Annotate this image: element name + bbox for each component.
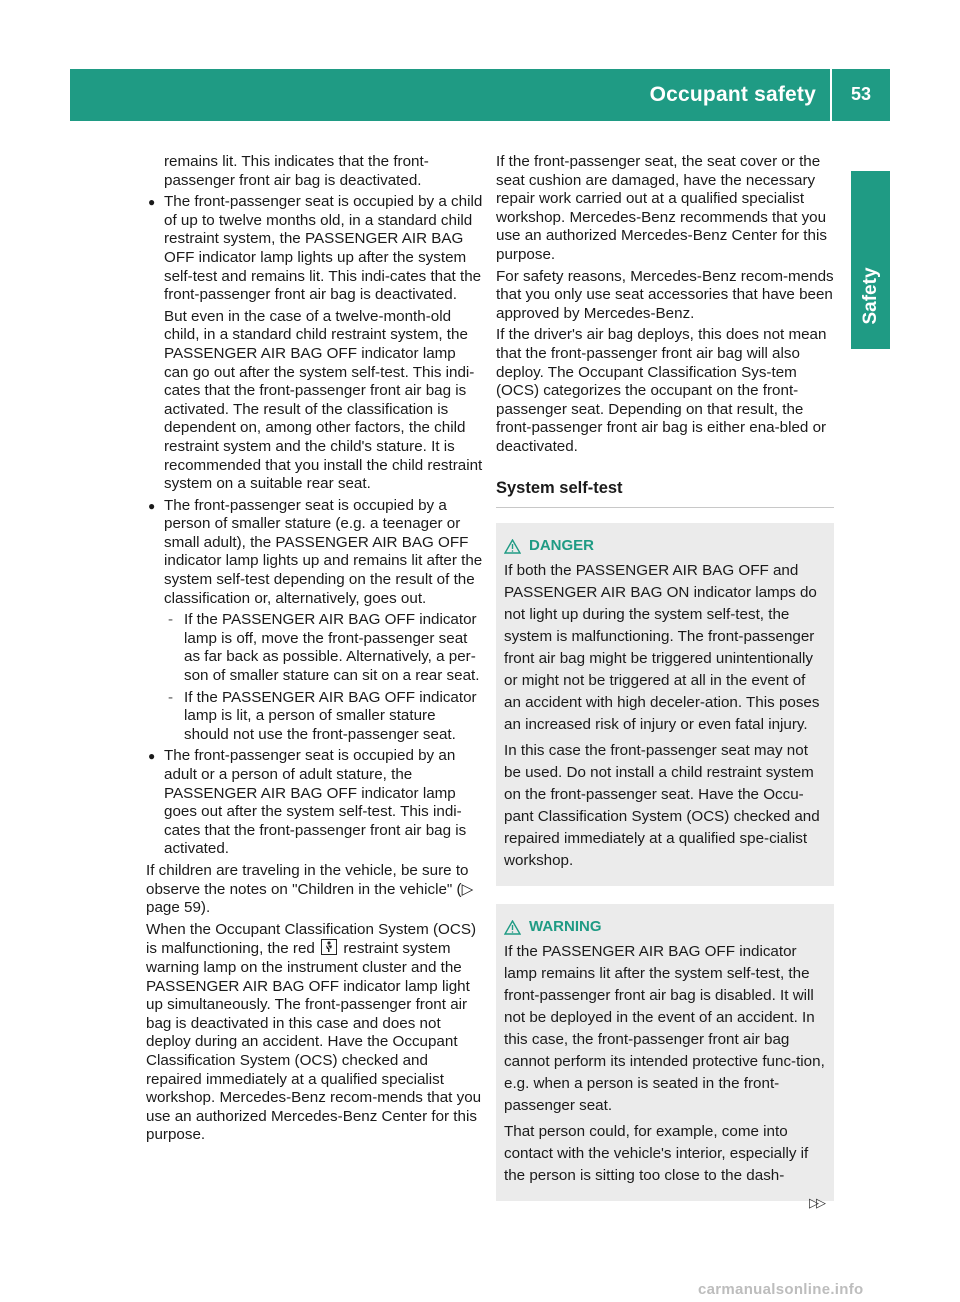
paragraph: If the front-passenger seat, the seat cover or the seat cushion are damaged, have the necessary repair work carried out at a qualified specialist workshop. Mercedes-Benz recommends that you use an authorized Mercedes-Benz Center for this purpose. [496, 153, 827, 263]
dash-icon: - [168, 611, 174, 629]
right-column [496, 153, 834, 1201]
bullet-icon: ● [148, 498, 156, 513]
header-title: Occupant safety [649, 83, 816, 106]
paragraph: If the driver's air bag deploys, this does not mean that the front-passenger front air bag will also deploy. The Occupant Classification Sys-tem (OCS) categorizes the occupant on the front-passenger seat. Depending on that result, the front-passenger front air bag is either ena-bled or deactivated. [496, 326, 827, 455]
children-note-text: If children are traveling in the vehicle, be sure to observe the notes on "Children in the vehicle" [146, 861, 469, 898]
danger-notice [496, 523, 834, 886]
page-number: 53 [850, 84, 871, 104]
notice-text: If the PASSENGER AIR BAG OFF indicator lamp remains lit after the system self-test, the front-passenger front air bag is disabled. It will not be deployed in the event of an accident. In this case, the front-passenger front air bag cannot perform its intended protective func-tion, e.g. when a person is seated in the front-passenger seat. [504, 943, 825, 1115]
warning-notice [496, 904, 834, 1201]
list-item [146, 193, 484, 305]
notice-text: That person could, for example, come into contact with the vehicle's interior, especially if the person is sitting too close to the dash- [504, 1123, 809, 1185]
bullet-text: The front-passenger seat is occupied by an adult or a person of adult stature, the PASSENGER AIR BAG OFF indicator lamp goes out after the system self-test. This indi-cates that the front-passenger front air bag is activated. [164, 747, 467, 858]
ocs-text-start: When the Occupant Classification System (OCS) is malfunctioning, the red [146, 920, 477, 958]
danger-header [504, 535, 826, 557]
warning-triangle-icon [504, 920, 521, 935]
section-side-tab[interactable] [851, 171, 890, 349]
list-item [146, 747, 484, 859]
section-heading: System self-test [496, 478, 623, 497]
watermark-text: carmanualsonline.info [698, 1281, 864, 1298]
page-header [70, 69, 890, 121]
ocs-paragraph [146, 921, 484, 1145]
sub-list-item [146, 611, 484, 685]
sub-list-item [146, 689, 484, 745]
page-reference-link[interactable]: (▷ page 59). [146, 880, 474, 917]
warning-triangle-icon [504, 539, 521, 554]
bullet-icon: ● [148, 749, 156, 764]
seatbelt-warning-icon [321, 939, 337, 955]
continue-arrow-icon: ▷▷ [809, 1195, 823, 1210]
section-divider [496, 507, 834, 508]
danger-label: DANGER [529, 537, 595, 555]
paragraph: For safety reasons, Mercedes-Benz recom-mends that you only use seat accessories that have been approved by Mercedes-Benz. [496, 267, 834, 322]
sub-item-text: If the PASSENGER AIR BAG OFF indicator lamp is off, move the front-passenger seat as far back as possible. Alternatively, a per-son of smaller stature can sit on a rear seat. [184, 611, 480, 685]
sub-item-text: If the PASSENGER AIR BAG OFF indicator lamp is lit, a person of smaller stature should not use the front-passenger seat. [184, 688, 477, 743]
dash-icon: - [168, 688, 174, 706]
header-divider [830, 69, 832, 121]
ocs-text-end: restraint system warning lamp on the instrument cluster and the PASSENGER AIR BAG OFF indicator lamp light up simultaneously. The front-passenger front air bag is deactivated in this case and does not deploy during an accident. Have the Occupant Classification System (OCS) checked and repaired immediately at a qualified specialist workshop. Mercedes-Benz recom-mends that you use an authorized Mercedes-Benz Center for this purpose. [146, 940, 482, 1144]
bullet-text: The front-passenger seat is occupied by a person of smaller stature (e.g. a teenager or small adult), the PASSENGER AIR BAG OFF indicator lamp lights up and remains lit after the system self-test depending on the result of the classification or, alternatively, goes out. [164, 496, 483, 607]
children-note [146, 862, 484, 918]
intro-text: remains lit. This indicates that the front-passenger front air bag is deactivated. [164, 153, 429, 189]
bullet-icon: ● [148, 195, 156, 210]
side-tab-label: Safety [859, 267, 881, 325]
warning-label: WARNING [529, 918, 602, 936]
warning-header [504, 916, 826, 938]
notice-text: In this case the front-passenger seat may not be used. Do not install a child restraint system on the front-passenger seat. Have the Occu-pant Classification System (OCS) checked and repaired immediately at a qualified spe-cialist workshop. [504, 742, 820, 870]
bullet-followup: But even in the case of a twelve-month-old child, in a standard child restraint system, the PASSENGER AIR BAG OFF indicator lamp can go out after the system self-test. This indi-cates that the front-passenger front air bag is activated. The result of the classification is dependent on, among other factors, the child restraint system and the child's stature. It is recommended that you install the child restraint system on a suitable rear seat. [164, 307, 483, 493]
list-item [146, 497, 484, 609]
notice-text: If both the PASSENGER AIR BAG OFF and PASSENGER AIR BAG ON indicator lamps do not light up during the system self-test, the system is malfunctioning. The front-passenger front air bag might be triggered unintentionally or might not be triggered at all in the event of an accident with high deceler-ation. This poses an increased risk of injury or even fatal injury. [504, 562, 820, 734]
left-column [146, 153, 484, 1148]
bullet-text: The front-passenger seat is occupied by a child of up to twelve months old, in a standard child restraint system, the PASSENGER AIR BAG OFF indicator lamp lights up after the system self-test and remains lit. This indi-cates that the front-passenger front air bag is deactivated. [164, 193, 483, 304]
